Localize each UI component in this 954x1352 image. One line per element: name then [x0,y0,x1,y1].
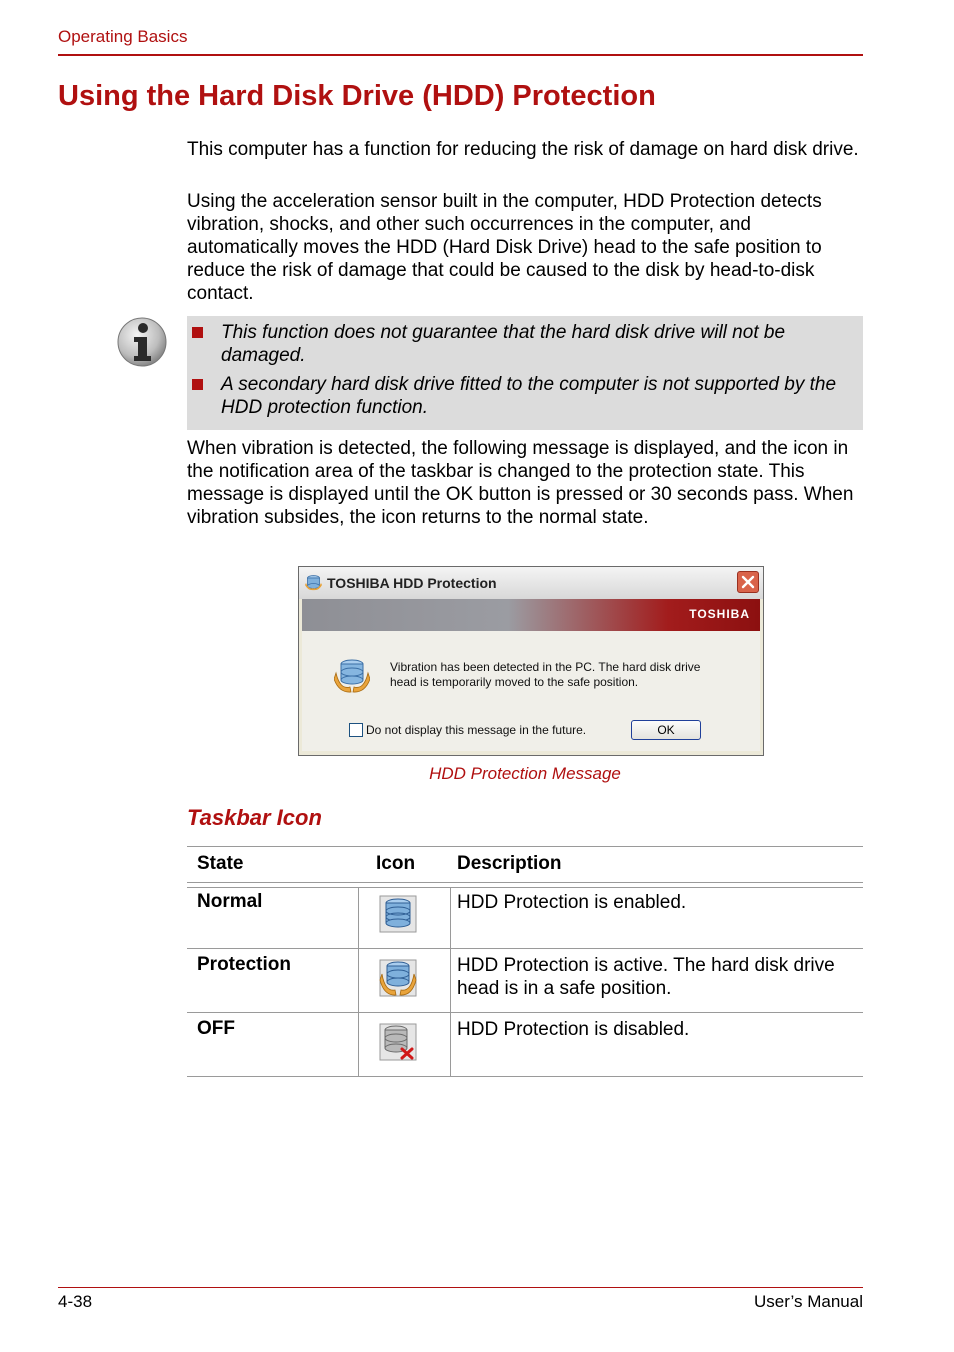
note-item-text: A secondary hard disk drive fitted to the computer is not supported by the HDD protection function. [221,374,837,418]
close-icon [738,572,758,592]
hdd-protection-dialog [298,566,764,756]
do-not-display-checkbox[interactable] [349,723,363,737]
column-header-state: State [197,853,244,874]
column-header-description: Description [457,853,562,874]
bullet-square-icon [192,327,203,338]
table-rule [187,882,863,883]
dialog-title: TOSHIBA HDD Protection [327,575,497,591]
dialog-close-button[interactable] [737,571,759,593]
row-description-normal: HDD Protection is enabled. [457,892,687,913]
row-description-off: HDD Protection is disabled. [457,1019,690,1040]
row-state-protection: Protection [197,954,291,975]
hdd-protection-icon [334,657,370,693]
table-rule [187,846,863,847]
table-rule [187,948,863,949]
running-header: Operating Basics [58,27,188,46]
table-rule [187,1076,863,1077]
taskbar-icon-heading: Taskbar Icon [187,805,322,830]
intro-paragraph-2: Using the acceleration sensor built in the computer, HDD Protection detects vibration, shocks, and other such occurrences in the computer, and automatically moves the HDD (Hard Disk Drive) head to the safe position to reduce the risk of damage that could be caused to the disk by head-to-disk contact. [187,191,822,304]
column-header-icon: Icon [376,853,416,874]
row-state-off: OFF [197,1018,235,1039]
hdd-normal-icon [379,895,417,933]
dialog-titlebar [299,567,763,599]
note-item-text: This function does not guarantee that the hard disk drive will not be damaged. [221,322,786,366]
footer-rule [58,1287,863,1288]
table-rule [187,1012,863,1013]
hdd-protection-app-icon [305,574,322,591]
bullet-square-icon [192,379,203,390]
figure-caption: HDD Protection Message [429,764,621,783]
table-rule [187,887,863,888]
detection-paragraph: When vibration is detected, the following message is displayed, and the icon in the notification area of the taskbar is changed to the protection state. This message is displayed until the OK button is pressed or 30 seconds pass. When vibration subsides, the icon returns to the normal state. [187,438,854,528]
table-rule [450,887,451,1076]
page-title: Using the Hard Disk Drive (HDD) Protection [58,80,656,112]
intro-paragraph-1: This computer has a function for reducing the risk of damage on hard disk drive. [187,139,859,160]
page-number: 4-38 [58,1292,93,1311]
do-not-display-label: Do not display this message in the future. [366,723,587,737]
table-rule [358,887,359,1076]
hdd-off-icon [379,1023,417,1061]
toshiba-logo: TOSHIBA [689,607,750,621]
row-state-normal: Normal [197,891,263,912]
ok-button[interactable]: OK [631,720,701,740]
row-description-protection: HDD Protection is active. The hard disk drive head is in a safe position. [457,955,835,999]
header-rule [58,54,863,56]
dialog-message: Vibration has been detected in the PC. The hard disk drive head is temporarily moved to the safe position. [390,660,701,689]
manual-name: User’s Manual [754,1292,863,1311]
info-icon [116,316,168,368]
hdd-protection-icon [379,959,417,997]
dialog-banner [302,599,760,631]
note-box [187,316,863,430]
dialog-body [302,631,760,751]
